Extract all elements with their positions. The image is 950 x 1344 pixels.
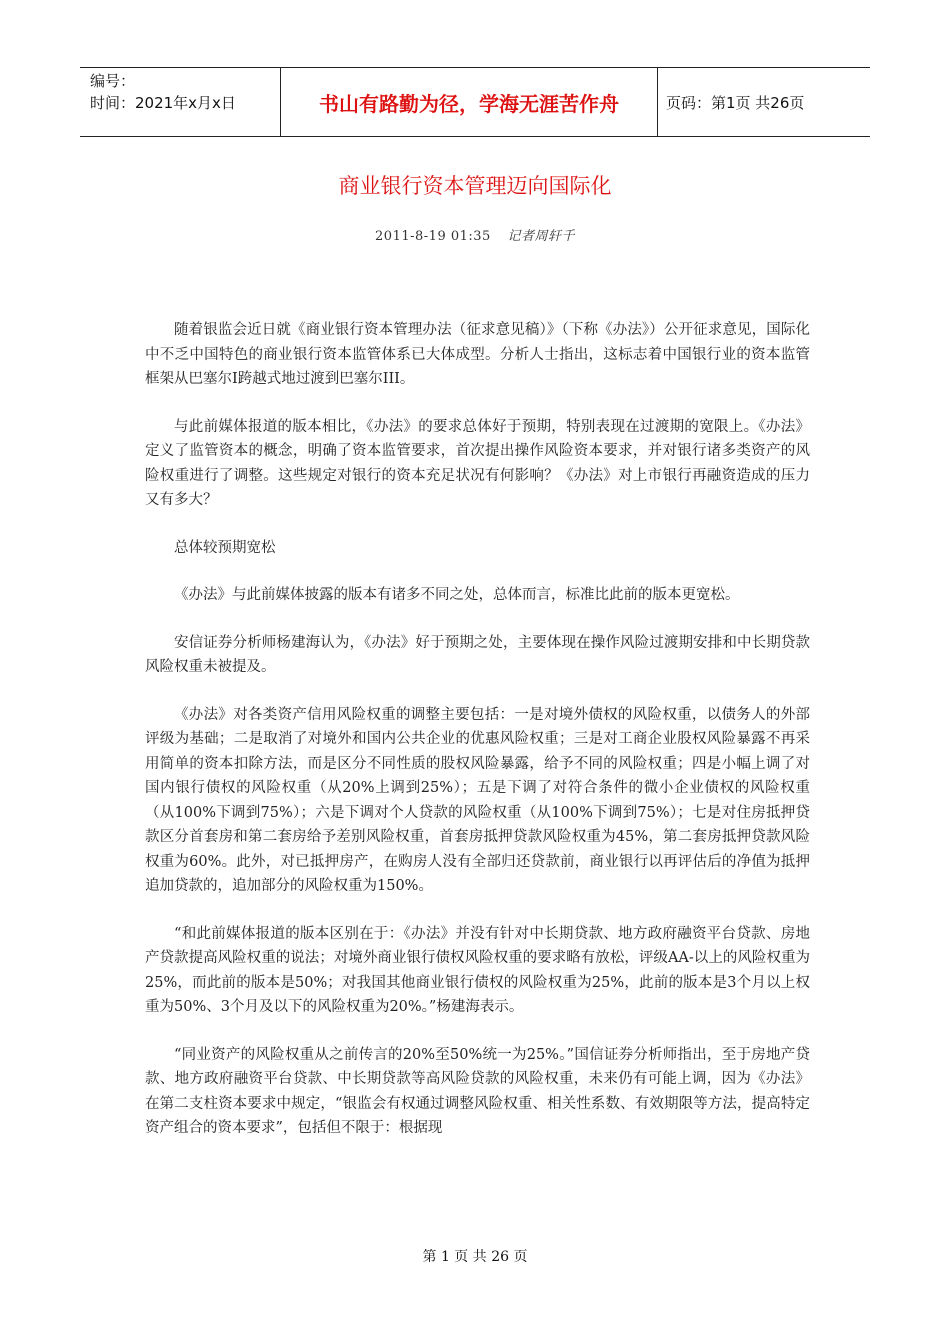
- paragraph: 《办法》与此前媒体披露的版本有诸多不同之处，总体而言，标准比此前的版本更宽松。: [174, 587, 740, 603]
- article-author: 记者周轩千: [507, 229, 575, 244]
- paragraph: 与此前媒体报道的版本相比，《办法》的要求总体好于预期，特别表现在过渡期的宽限上。《办法》定义了监管资本的概念，明确了资本监管要求，首次提出操作风险资本要求，并对银行诸多类资产的风险权重进行了调整。这些规定对银行的资本充足状况有何影响？《办法》对上市银行再融资造成的压力又有多大？: [145, 418, 810, 508]
- number-label: 编号：: [90, 72, 136, 90]
- document-header: [80, 67, 870, 137]
- section-heading: 总体较预期宽松: [174, 539, 276, 556]
- header-motto: 书山有路勤为径，学海无涯苦作舟: [280, 68, 658, 136]
- article-byline: [0, 225, 950, 244]
- paragraph: 安信证券分析师杨建海认为，《办法》好于预期之处，主要体现在操作风险过渡期安排和中长期贷款风险权重未被提及。: [145, 634, 810, 675]
- header-page-info: 页码：第1页 共26页: [666, 93, 805, 112]
- paragraph: “和此前媒体报道的版本区别在于：《办法》并没有针对中长期贷款、地方政府融资平台贷款、房地产贷款提高风险权重的说法；对境外商业银行债权风险权重的要求略有放松，评级AA-以上的风险权重为25%，而此前的版本是50%；对我国其他商业银行债权的风险权重为25%，此前的版本是3个月以上权重为50%、3个月及以下的风险权重为20%。”杨建海表示。: [145, 925, 810, 1015]
- paragraph: “同业资产的风险权重从之前传言的20%至50%统一为25%。”国信证券分析师指出，至于房地产贷款、地方政府融资平台贷款、中长期贷款等高风险贷款的风险权重，未来仍有可能上调，因为《办法》在第二支柱资本要求中规定，“银监会有权通过调整风险权重、相关性系数、有效期限等方法，提高特定资产组合的资本要求”，包括但不限于：根据现: [145, 1046, 810, 1136]
- paragraph: 《办法》对各类资产信用风险权重的调整主要包括：一是对境外债权的风险权重，以债务人的外部评级为基础；二是取消了对境外和国内公共企业的优惠风险权重；三是对工商企业股权风险暴露不再采用简单的资本扣除方法，而是区分不同性质的股权风险暴露，给予不同的风险权重；四是小幅上调了对国内银行债权的风险权重（从20%上调到25%）；五是下调了对符合条件的微小企业债权的风险权重（从100%下调到75%）；六是下调对个人贷款的风险权重（从100%下调到75%）；七是对住房抵押贷款区分首套房和第二套房给予差别风险权重，首套房抵押贷款风险权重为45%，第二套房抵押贷款风险权重为60%。此外，对已抵押房产，在购房人没有全部归还贷款前，商业银行以再评估后的净值为抵押追加贷款的，追加部分的风险权重为150%。: [145, 706, 810, 894]
- paragraph: 随着银监会近日就《商业银行资本管理办法（征求意见稿）》（下称《办法》）公开征求意见，国际化中不乏中国特色的商业银行资本监管体系已大体成型。分析人士指出，这标志着中国银行业的资本监管框架从巴塞尔I跨越式地过渡到巴塞尔III。: [145, 322, 810, 387]
- header-meta: [80, 68, 280, 136]
- article-title: 商业银行资本管理迈向国际化: [338, 174, 612, 198]
- article-date: 2011-8-19 01:35: [375, 229, 491, 244]
- page-footer: 第 1 页 共 26 页: [422, 1249, 528, 1265]
- article-body: [145, 318, 810, 1164]
- time-label: 时间：2021年x月x日: [90, 94, 236, 112]
